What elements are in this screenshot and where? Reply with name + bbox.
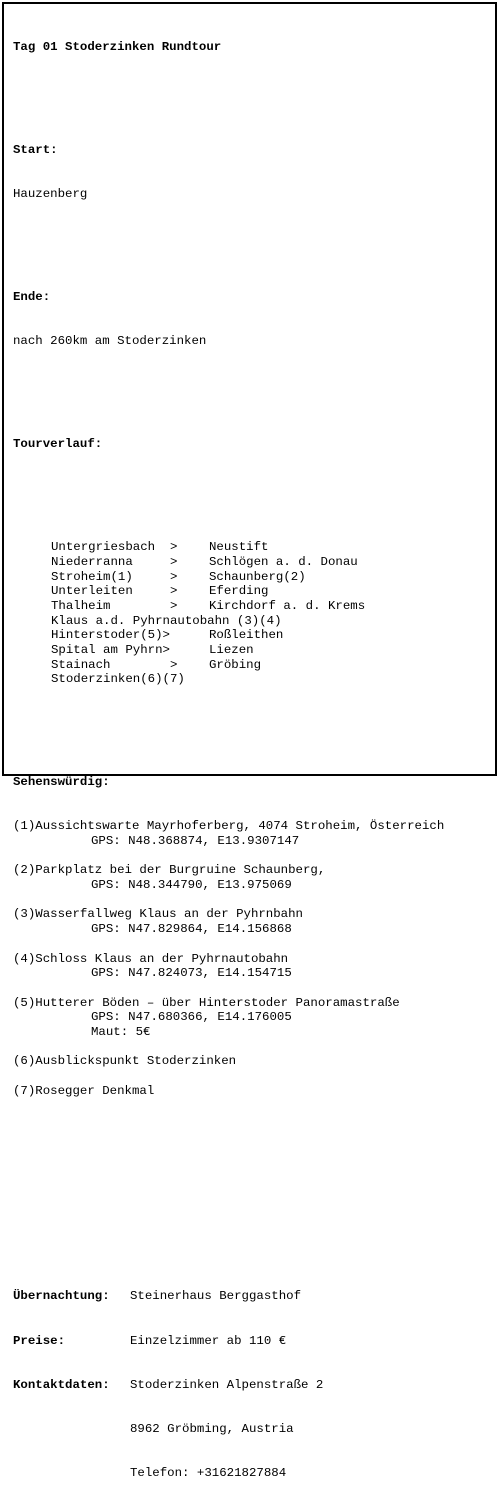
route-arrow: > xyxy=(170,584,178,599)
spacer xyxy=(13,481,493,496)
route-from: Stainach xyxy=(51,657,111,672)
tour-document xyxy=(13,11,493,1495)
route-from: Stoderzinken(6)(7) xyxy=(51,672,185,687)
route-from: Untergriesbach xyxy=(51,540,156,555)
sights-list xyxy=(13,819,493,1098)
start-label: Start: xyxy=(13,143,58,158)
ende-label: Ende: xyxy=(13,290,51,305)
spacer xyxy=(13,1187,493,1202)
document-title: Tag 01 Stoderzinken Rundtour xyxy=(13,40,222,55)
route-from: Hinterstoder(5)> xyxy=(51,628,170,643)
spacer xyxy=(13,1143,493,1158)
uebernachtung-label: Übernachtung: xyxy=(13,1289,110,1304)
spacer xyxy=(13,85,493,100)
route-from: Niederranna xyxy=(51,554,133,569)
uebernachtung-row xyxy=(13,1289,493,1304)
route-to: Eferding xyxy=(209,584,269,599)
sight-detail: Maut: 5€ xyxy=(91,1024,151,1039)
preise-value: Einzelzimmer ab 110 € xyxy=(130,1333,287,1348)
route-to: Roßleithen xyxy=(209,628,284,643)
route-row xyxy=(13,672,493,687)
sight-detail: GPS: N48.344790, E13.975069 xyxy=(91,878,292,893)
sight-detail: GPS: N47.829864, E14.156868 xyxy=(91,922,292,937)
route-arrow: > xyxy=(170,540,178,555)
route-from: Klaus a.d. Pyhrnautobahn (3)(4) xyxy=(51,613,282,628)
route-row xyxy=(13,643,493,658)
sight-detail: GPS: N47.680366, E14.176005 xyxy=(91,1010,292,1025)
spacer xyxy=(13,231,493,246)
route-row xyxy=(13,628,493,643)
spacer xyxy=(13,1231,493,1246)
ende-value: nach 260km am Stoderzinken xyxy=(13,334,207,349)
spacer xyxy=(13,981,493,996)
uebernachtung-value: Steinerhaus Berggasthof xyxy=(130,1289,302,1304)
spacer xyxy=(13,731,493,746)
start-value: Hauzenberg xyxy=(13,187,88,202)
route-row xyxy=(13,540,493,555)
route-arrow: > xyxy=(170,569,178,584)
sight-title: (6)Ausblickspunkt Stoderzinken xyxy=(13,1054,237,1069)
sight-title: (3)Wasserfallweg Klaus an der Pyhrnbahn xyxy=(13,907,303,922)
route-arrow: > xyxy=(170,598,178,613)
route-arrow: > xyxy=(170,554,178,569)
kontakt-line: Stoderzinken Alpenstraße 2 xyxy=(130,1377,324,1392)
route-to: Gröbing xyxy=(209,657,262,672)
sight-title: (4)Schloss Klaus an der Pyhrnautobahn xyxy=(13,951,289,966)
spacer xyxy=(13,849,493,864)
spacer xyxy=(13,937,493,952)
route-row xyxy=(13,555,493,570)
spacer xyxy=(13,378,493,393)
route-row xyxy=(13,570,493,585)
sight-title: (7)Rosegger Denkmal xyxy=(13,1083,155,1098)
sehenswuerdig-label: Sehenswürdig: xyxy=(13,775,110,790)
spacer xyxy=(13,1069,493,1084)
kontakt-row xyxy=(13,1378,493,1393)
route-to: Schlögen a. d. Donau xyxy=(209,554,358,569)
spacer xyxy=(13,1040,493,1055)
route-from: Thalheim xyxy=(51,598,111,613)
route-row xyxy=(13,614,493,629)
spacer xyxy=(13,893,493,908)
kontakt-label: Kontaktdaten: xyxy=(13,1377,110,1392)
route-to: Neustift xyxy=(209,540,269,555)
route-to: Kirchdorf a. d. Krems xyxy=(209,598,366,613)
route-from: Unterleiten xyxy=(51,584,133,599)
sight-title: (5)Hutterer Böden – über Hinterstoder Panoramastraße xyxy=(13,995,400,1010)
route-row xyxy=(13,584,493,599)
route-row xyxy=(13,599,493,614)
sight-title: (1)Aussichtswarte Mayrhoferberg, 4074 Stroheim, Österreich xyxy=(13,819,445,834)
route-from: Spital am Pyhrn> xyxy=(51,642,170,657)
tourverlauf-label: Tourverlauf: xyxy=(13,437,103,452)
kontakt-line: Telefon: +31621827884 xyxy=(130,1465,287,1480)
sight-title: (2)Parkplatz bei der Burgruine Schaunberg, xyxy=(13,863,326,878)
route-to: Schaunberg(2) xyxy=(209,569,306,584)
route-to: Liezen xyxy=(209,642,254,657)
route-row xyxy=(13,658,493,673)
route-from: Stroheim(1) xyxy=(51,569,133,584)
route-list xyxy=(13,540,493,687)
preise-row xyxy=(13,1334,493,1349)
sight-detail: GPS: N47.824073, E14.154715 xyxy=(91,966,292,981)
preise-label: Preise: xyxy=(13,1333,66,1348)
kontakt-line: 8962 Gröbming, Austria xyxy=(130,1421,294,1436)
route-arrow: > xyxy=(170,657,178,672)
sight-detail: GPS: N48.368874, E13.9307147 xyxy=(91,834,300,849)
